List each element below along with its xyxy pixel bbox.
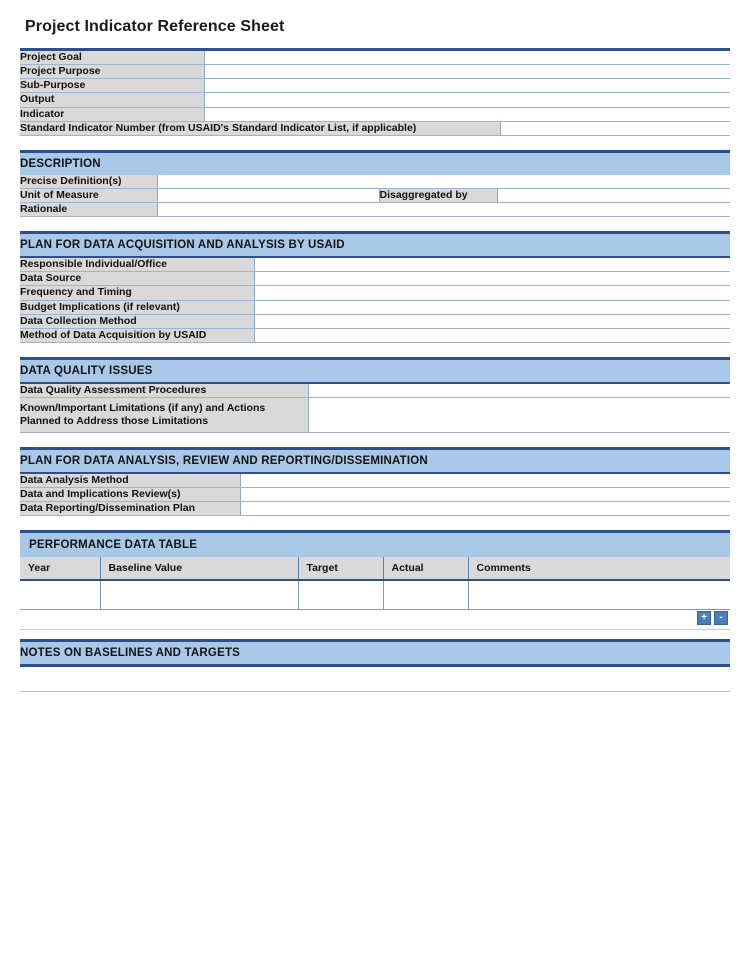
row-label-standard-indicator-number: Standard Indicator Number (from USAID's Standard Indicator List, if applicable) — [20, 122, 500, 136]
table-row — [20, 328, 730, 342]
row-value-project-purpose[interactable] — [204, 65, 730, 79]
notes-input-area[interactable] — [20, 667, 730, 692]
cell-target[interactable] — [298, 580, 383, 610]
row-value-project-goal[interactable] — [204, 51, 730, 65]
table-row — [20, 580, 730, 610]
row-value-precise-definitions[interactable] — [157, 175, 730, 189]
row-value-output[interactable] — [204, 93, 730, 107]
plan-analysis-table — [20, 450, 730, 516]
row-value-data-quality-assessment-procedures[interactable] — [308, 383, 730, 398]
row-label-output: Output — [20, 93, 204, 107]
row-label-sub-purpose: Sub-Purpose — [20, 79, 204, 93]
row-value-data-source[interactable] — [254, 272, 730, 286]
data-quality-table — [20, 360, 730, 433]
remove-row-button[interactable]: - — [714, 611, 728, 625]
row-label-budget-implications: Budget Implications (if relevant) — [20, 300, 254, 314]
row-value-data-reporting-dissemination-plan[interactable] — [240, 502, 730, 516]
table-row — [20, 488, 730, 502]
section-header-row — [20, 642, 730, 664]
add-row-button[interactable]: + — [697, 611, 711, 625]
section-gap — [20, 516, 730, 530]
top-section-table — [20, 51, 730, 122]
table-row — [20, 65, 730, 79]
row-value-data-and-implications-reviews[interactable] — [240, 488, 730, 502]
section-header-data-quality: DATA QUALITY ISSUES — [20, 360, 730, 383]
table-row — [20, 93, 730, 107]
row-value-unit-of-measure[interactable] — [157, 188, 379, 202]
row-value-disaggregated-by[interactable] — [497, 188, 730, 202]
section-header-performance-data-table: PERFORMANCE DATA TABLE — [20, 533, 730, 557]
notes-table — [20, 642, 730, 664]
page-title: Project Indicator Reference Sheet — [25, 18, 285, 35]
performance-table-row-controls — [20, 610, 730, 630]
row-value-standard-indicator-number[interactable] — [500, 122, 730, 136]
table-row — [20, 257, 730, 272]
table-row — [20, 502, 730, 516]
section-header-plan-acquisition: PLAN FOR DATA ACQUISITION AND ANALYSIS BY USAID — [20, 234, 730, 257]
performance-table-header-row — [20, 557, 730, 580]
section-header-notes: NOTES ON BASELINES AND TARGETS — [20, 642, 730, 664]
section-gap — [20, 136, 730, 150]
row-value-indicator[interactable] — [204, 107, 730, 121]
table-row — [20, 79, 730, 93]
row-label-data-quality-assessment-procedures: Data Quality Assessment Procedures — [20, 383, 308, 398]
section-gap — [20, 343, 730, 357]
table-row — [20, 398, 730, 433]
section-gap — [20, 433, 730, 447]
table-row — [20, 107, 730, 121]
performance-data-table — [20, 533, 730, 610]
row-label-rationale: Rationale — [20, 203, 157, 217]
table-row — [20, 300, 730, 314]
cell-actual[interactable] — [383, 580, 468, 610]
table-row — [20, 51, 730, 65]
row-label-data-reporting-dissemination-plan: Data Reporting/Dissemination Plan — [20, 502, 240, 516]
row-value-method-of-data-acquisition[interactable] — [254, 328, 730, 342]
row-value-known-important-limitations[interactable] — [308, 398, 730, 433]
row-label-project-purpose: Project Purpose — [20, 65, 204, 79]
table-row — [20, 175, 730, 189]
row-value-rationale[interactable] — [157, 203, 730, 217]
row-label-responsible-individual-office: Responsible Individual/Office — [20, 257, 254, 272]
column-header-baseline-value: Baseline Value — [100, 557, 298, 580]
row-label-data-analysis-method: Data Analysis Method — [20, 473, 240, 488]
row-label-unit-of-measure: Unit of Measure — [20, 188, 157, 202]
table-row — [20, 203, 730, 217]
row-label-precise-definitions: Precise Definition(s) — [20, 175, 157, 189]
row-value-budget-implications[interactable] — [254, 300, 730, 314]
row-value-data-collection-method[interactable] — [254, 314, 730, 328]
description-table — [20, 153, 730, 217]
row-label-disaggregated-by: Disaggregated by — [379, 188, 497, 202]
row-value-frequency-and-timing[interactable] — [254, 286, 730, 300]
row-label-data-collection-method: Data Collection Method — [20, 314, 254, 328]
cell-baseline-value[interactable] — [100, 580, 298, 610]
cell-comments[interactable] — [468, 580, 730, 610]
table-row — [20, 383, 730, 398]
table-row — [20, 314, 730, 328]
table-row — [20, 286, 730, 300]
row-value-responsible-individual-office[interactable] — [254, 257, 730, 272]
section-header-row — [20, 153, 730, 175]
row-control-buttons — [697, 611, 728, 625]
row-label-indicator: Indicator — [20, 107, 204, 121]
cell-year[interactable] — [20, 580, 100, 610]
section-header-row — [20, 360, 730, 383]
row-label-data-source: Data Source — [20, 272, 254, 286]
section-header-row — [20, 234, 730, 257]
section-header-row — [20, 450, 730, 473]
row-value-sub-purpose[interactable] — [204, 79, 730, 93]
section-gap — [20, 630, 730, 639]
standard-indicator-table — [20, 122, 730, 136]
row-label-method-of-data-acquisition: Method of Data Acquisition by USAID — [20, 328, 254, 342]
row-label-data-and-implications-reviews: Data and Implications Review(s) — [20, 488, 240, 502]
row-label-known-important-limitations: Known/Important Limitations (if any) and Actions Planned to Address those Limitations — [20, 398, 308, 433]
table-row — [20, 122, 730, 136]
section-header-plan-analysis: PLAN FOR DATA ANALYSIS, REVIEW AND REPORTING/DISSEMINATION — [20, 450, 730, 473]
row-label-frequency-and-timing: Frequency and Timing — [20, 286, 254, 300]
row-label-project-goal: Project Goal — [20, 51, 204, 65]
column-header-actual: Actual — [383, 557, 468, 580]
plan-acquisition-table — [20, 234, 730, 343]
table-row — [20, 473, 730, 488]
row-value-data-analysis-method[interactable] — [240, 473, 730, 488]
section-gap — [20, 217, 730, 231]
section-header-description: DESCRIPTION — [20, 153, 730, 175]
table-row — [20, 188, 730, 202]
column-header-comments: Comments — [468, 557, 730, 580]
column-header-year: Year — [20, 557, 100, 580]
column-header-target: Target — [298, 557, 383, 580]
table-row — [20, 272, 730, 286]
section-header-row — [20, 533, 730, 557]
